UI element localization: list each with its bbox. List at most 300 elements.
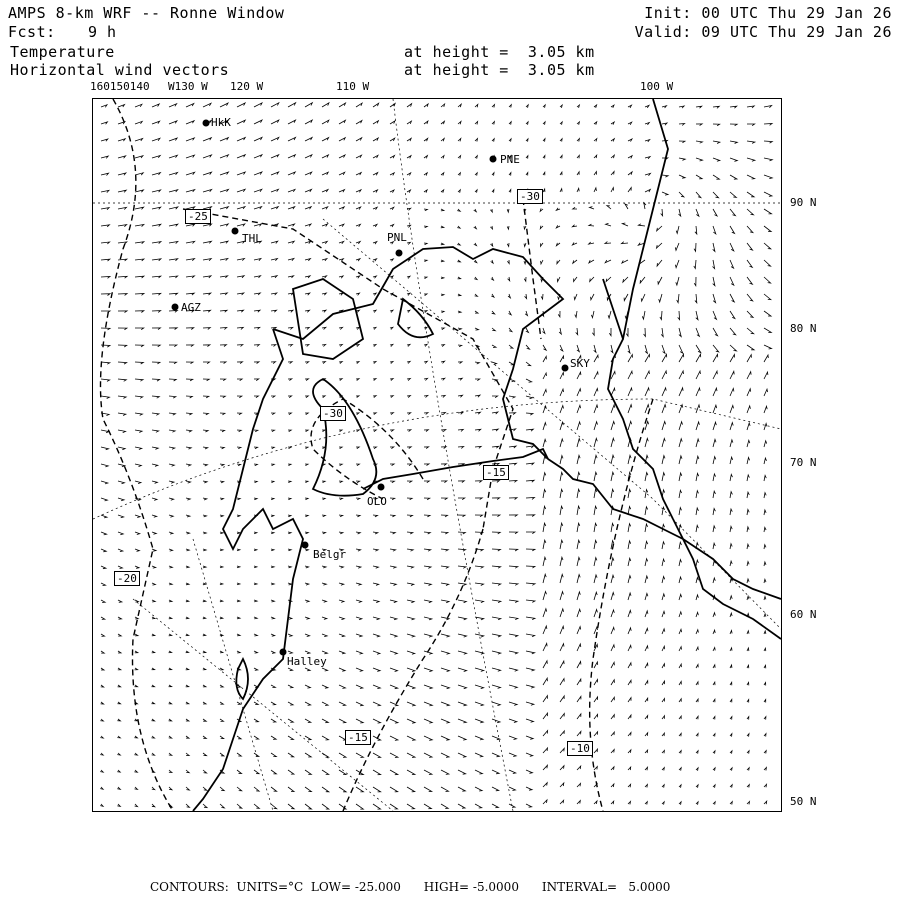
wind-vector bbox=[441, 260, 444, 262]
wind-vector bbox=[322, 685, 328, 688]
forecast-value: 9 h bbox=[88, 23, 117, 41]
wind-vector bbox=[679, 716, 681, 719]
wind-vector bbox=[645, 524, 648, 532]
wind-vector bbox=[186, 787, 189, 790]
wind-vector bbox=[152, 532, 156, 534]
wind-vector bbox=[492, 753, 499, 757]
wind-vector bbox=[764, 579, 766, 583]
wind-vector bbox=[730, 699, 732, 702]
wind-vector bbox=[713, 785, 715, 788]
wind-vector bbox=[679, 699, 681, 702]
wind-vector bbox=[203, 685, 206, 687]
map-title: AMPS 8-km WRF -- Ronne Window bbox=[8, 4, 285, 22]
wind-vector bbox=[611, 188, 614, 192]
height-temperature: at height = 3.05 km bbox=[404, 43, 595, 61]
wind-vector bbox=[135, 396, 143, 398]
wind-vector bbox=[611, 593, 614, 601]
wind-vector bbox=[117, 804, 120, 806]
wind-vector bbox=[186, 481, 191, 483]
wind-vector bbox=[390, 225, 394, 228]
wind-vector bbox=[288, 787, 294, 792]
wind-vector bbox=[407, 617, 414, 620]
wind-vector bbox=[577, 575, 580, 583]
wind-vector bbox=[577, 139, 579, 142]
wind-vector bbox=[764, 784, 767, 787]
wind-vector bbox=[288, 532, 291, 534]
wind-vector bbox=[169, 311, 177, 313]
wind-vector bbox=[543, 713, 548, 719]
wind-vector bbox=[322, 327, 326, 329]
wind-vector bbox=[543, 139, 545, 142]
wind-vector bbox=[254, 736, 259, 739]
wind-vector bbox=[305, 379, 309, 381]
wind-vector bbox=[237, 787, 242, 791]
wind-vector bbox=[220, 259, 228, 261]
wind-vector bbox=[509, 190, 511, 193]
wind-vector bbox=[220, 736, 224, 739]
wind-vector bbox=[645, 681, 648, 685]
wind-vector bbox=[560, 540, 563, 549]
wind-vector bbox=[526, 515, 535, 517]
wind-vector bbox=[526, 122, 528, 125]
wind-vector bbox=[271, 685, 275, 688]
wind-vector bbox=[764, 631, 766, 634]
wind-vector bbox=[526, 362, 531, 366]
wind-vector bbox=[373, 121, 378, 124]
wind-vector bbox=[390, 104, 395, 108]
wind-vector bbox=[696, 439, 699, 447]
wind-vector bbox=[730, 561, 732, 566]
wind-vector bbox=[577, 455, 580, 464]
wind-vector bbox=[696, 371, 700, 379]
wind-vector bbox=[254, 345, 259, 347]
wind-vector bbox=[492, 634, 501, 637]
contour-label: -15 bbox=[483, 465, 509, 480]
wind-vector bbox=[611, 784, 614, 787]
wind-vector bbox=[373, 276, 376, 278]
wind-vector bbox=[271, 259, 277, 261]
wind-vector bbox=[271, 189, 278, 192]
wind-vector bbox=[373, 685, 380, 689]
wind-vector bbox=[305, 396, 308, 398]
station-dot-pnl bbox=[396, 250, 403, 257]
wind-vector bbox=[441, 294, 444, 296]
wind-vector bbox=[356, 362, 359, 364]
wind-vector bbox=[696, 141, 702, 143]
wind-vector bbox=[713, 260, 715, 269]
wind-vector bbox=[220, 138, 228, 141]
wind-vector bbox=[747, 631, 749, 634]
wind-vector bbox=[322, 617, 327, 619]
wind-vector bbox=[696, 192, 701, 198]
wind-vector bbox=[441, 243, 444, 245]
wind-vector bbox=[730, 492, 732, 498]
wind-vector bbox=[713, 682, 715, 685]
wind-vector bbox=[764, 648, 766, 651]
wind-vector bbox=[543, 506, 546, 515]
wind-vector bbox=[475, 446, 481, 448]
wind-vector bbox=[339, 276, 343, 278]
wind-vector bbox=[203, 155, 212, 158]
wind-vector bbox=[458, 395, 463, 397]
wind-vector bbox=[237, 276, 244, 278]
wind-vector bbox=[305, 753, 311, 757]
station-label-pne: PNE bbox=[500, 153, 520, 166]
wind-vector bbox=[254, 189, 262, 192]
wind-vector bbox=[186, 413, 192, 415]
wind-vector bbox=[764, 277, 771, 283]
wind-vector bbox=[577, 122, 579, 125]
wind-vector bbox=[101, 208, 109, 210]
wind-vector bbox=[764, 106, 772, 108]
wind-vector bbox=[441, 104, 445, 107]
wind-vector bbox=[237, 617, 240, 619]
wind-vector bbox=[220, 276, 228, 278]
wind-vector bbox=[220, 651, 223, 653]
wind-vector bbox=[441, 156, 444, 159]
wind-vector bbox=[730, 613, 732, 617]
wind-vector bbox=[713, 141, 720, 144]
wind-vector bbox=[322, 804, 329, 809]
station-dot-halley bbox=[280, 649, 287, 656]
wind-vector bbox=[407, 447, 411, 449]
wind-vector bbox=[373, 103, 379, 107]
wind-vector bbox=[237, 600, 240, 602]
wind-vector bbox=[339, 207, 344, 210]
wind-vector bbox=[407, 430, 411, 432]
wind-vector bbox=[305, 617, 309, 619]
wind-vector bbox=[186, 566, 189, 568]
wind-vector bbox=[509, 139, 511, 142]
contour-label: -15 bbox=[345, 730, 371, 745]
wind-vector bbox=[118, 702, 121, 704]
wind-vector bbox=[390, 481, 394, 483]
wind-vector bbox=[662, 768, 664, 771]
wind-vector bbox=[322, 207, 328, 210]
wind-vector bbox=[271, 498, 274, 500]
wind-vector bbox=[339, 430, 342, 432]
wind-vector bbox=[101, 139, 108, 141]
wind-vector bbox=[118, 156, 126, 158]
wind-vector bbox=[747, 389, 751, 396]
wind-vector bbox=[679, 768, 681, 771]
wind-vector bbox=[713, 192, 719, 198]
wind-vector bbox=[271, 310, 277, 312]
wind-vector bbox=[169, 532, 173, 534]
wind-vector bbox=[118, 617, 122, 619]
wind-vector bbox=[101, 173, 109, 175]
wind-vector bbox=[254, 396, 258, 398]
wind-vector bbox=[237, 566, 240, 568]
wind-vector bbox=[373, 515, 378, 517]
wind-vector bbox=[305, 120, 312, 124]
wind-vector bbox=[526, 634, 535, 637]
wind-vector bbox=[475, 362, 479, 364]
wind-vector bbox=[645, 388, 649, 396]
wind-vector bbox=[152, 464, 158, 466]
wind-vector bbox=[475, 429, 481, 431]
wind-vector bbox=[118, 225, 127, 227]
wind-vector bbox=[152, 668, 155, 670]
wind-vector bbox=[135, 328, 144, 330]
wind-vector bbox=[373, 327, 376, 329]
wind-vector bbox=[339, 259, 343, 261]
wind-vector bbox=[679, 473, 682, 481]
wind-vector bbox=[764, 475, 766, 481]
wind-vector bbox=[611, 438, 614, 447]
wind-vector bbox=[628, 122, 632, 125]
wind-vector bbox=[339, 172, 345, 175]
wind-vector bbox=[407, 753, 415, 758]
wind-vector bbox=[474, 243, 477, 246]
wind-vector bbox=[237, 549, 240, 551]
wind-vector bbox=[441, 138, 444, 141]
wind-vector bbox=[605, 242, 611, 244]
wind-vector bbox=[560, 800, 564, 804]
wind-vector bbox=[135, 121, 142, 124]
wind-vector bbox=[305, 276, 310, 278]
wind-vector bbox=[475, 395, 480, 397]
wind-vector bbox=[713, 648, 715, 652]
wind-vector bbox=[644, 203, 646, 209]
wind-vector bbox=[356, 617, 362, 620]
wind-vector bbox=[594, 438, 597, 447]
wind-vector bbox=[424, 464, 429, 466]
wind-vector bbox=[203, 103, 211, 107]
wind-vector bbox=[373, 804, 381, 809]
wind-vector bbox=[220, 207, 228, 209]
wind-vector bbox=[679, 490, 682, 498]
wind-vector bbox=[747, 458, 750, 465]
wind-vector bbox=[135, 685, 138, 687]
wind-vector bbox=[662, 405, 666, 413]
wind-vector bbox=[713, 243, 715, 251]
wind-vector bbox=[679, 560, 682, 566]
wind-vector bbox=[356, 651, 362, 654]
wind-vector bbox=[339, 770, 346, 775]
wind-vector bbox=[220, 103, 228, 107]
wind-vector bbox=[577, 506, 580, 515]
wind-vector bbox=[543, 557, 546, 566]
wind-vector bbox=[152, 702, 155, 704]
wind-vector bbox=[373, 668, 380, 671]
wind-vector bbox=[407, 787, 415, 792]
wind-vector bbox=[254, 600, 257, 602]
wind-vector bbox=[543, 731, 548, 736]
wind-vector bbox=[543, 490, 546, 499]
wind-vector bbox=[356, 259, 360, 261]
wind-vector bbox=[203, 379, 209, 381]
wind-vector bbox=[390, 685, 398, 689]
wind-vector bbox=[339, 293, 343, 295]
wind-vector bbox=[100, 770, 103, 772]
wind-vector bbox=[640, 277, 645, 283]
wind-vector bbox=[747, 406, 750, 413]
wind-vector bbox=[407, 736, 415, 740]
wind-vector bbox=[152, 566, 156, 568]
wind-vector bbox=[730, 209, 735, 216]
wind-vector bbox=[458, 378, 462, 380]
wind-vector bbox=[730, 509, 732, 515]
wind-vector bbox=[662, 699, 665, 703]
wind-vector bbox=[117, 770, 120, 772]
wind-vector bbox=[730, 371, 734, 379]
wind-vector bbox=[373, 207, 377, 210]
wind-vector bbox=[594, 523, 597, 532]
wind-vector bbox=[322, 498, 325, 500]
wind-vector bbox=[509, 311, 512, 315]
wind-vector bbox=[322, 566, 326, 568]
wind-vector bbox=[407, 396, 410, 398]
wind-vector bbox=[662, 716, 665, 719]
wind-vector bbox=[628, 455, 631, 464]
wind-vector bbox=[457, 243, 460, 245]
wind-vector bbox=[458, 617, 466, 620]
wind-vector bbox=[560, 679, 564, 685]
wind-vector bbox=[220, 515, 223, 517]
wind-vector bbox=[118, 600, 122, 602]
wind-vector bbox=[441, 736, 449, 740]
wind-vector bbox=[628, 355, 633, 362]
wind-vector bbox=[713, 734, 715, 737]
wind-vector bbox=[560, 506, 563, 515]
wind-vector bbox=[441, 702, 449, 706]
valid-time: Valid: 09 UTC Thu 29 Jan 26 bbox=[634, 23, 892, 41]
wind-vector bbox=[713, 509, 715, 516]
wind-vector bbox=[713, 491, 716, 498]
wind-vector bbox=[747, 700, 749, 703]
lon-label-120: 120 W bbox=[230, 80, 264, 93]
wind-vector bbox=[339, 787, 346, 792]
wind-vector bbox=[507, 226, 509, 229]
wind-vector bbox=[305, 566, 309, 568]
wind-vector bbox=[271, 515, 274, 517]
wind-vector bbox=[662, 371, 667, 379]
wind-vector bbox=[645, 733, 648, 736]
wind-vector bbox=[390, 259, 393, 261]
wind-vector bbox=[237, 362, 243, 364]
wind-vector bbox=[594, 801, 597, 804]
wind-vector bbox=[390, 310, 393, 312]
wind-vector bbox=[169, 617, 172, 619]
wind-vector bbox=[623, 277, 628, 282]
wind-vector bbox=[186, 276, 194, 278]
wind-vector bbox=[100, 753, 103, 755]
wind-vector bbox=[169, 138, 177, 141]
wind-vector bbox=[696, 158, 703, 161]
wind-vector bbox=[356, 327, 359, 329]
lat-label-80: 80 N bbox=[790, 322, 817, 335]
wind-vector bbox=[747, 596, 749, 600]
wind-vector bbox=[458, 311, 461, 313]
wind-vector bbox=[475, 753, 483, 757]
wind-vector bbox=[101, 583, 106, 586]
wind-vector bbox=[560, 661, 564, 668]
wind-vector bbox=[441, 464, 447, 466]
wind-vector bbox=[526, 583, 535, 585]
wind-vector bbox=[356, 121, 362, 125]
wind-vector bbox=[203, 224, 212, 226]
wind-vector bbox=[557, 260, 560, 264]
station-dot-belgr bbox=[302, 542, 309, 549]
wind-vector bbox=[169, 736, 172, 738]
wind-vector bbox=[220, 617, 223, 619]
wind-vector bbox=[339, 532, 343, 534]
wind-vector bbox=[169, 224, 178, 226]
wind-vector bbox=[642, 311, 645, 319]
wind-vector bbox=[322, 532, 326, 534]
wind-vector bbox=[305, 189, 312, 192]
wind-vector bbox=[135, 173, 143, 175]
wind-vector bbox=[475, 719, 483, 723]
wind-vector bbox=[135, 207, 144, 209]
wind-vector bbox=[186, 396, 192, 398]
wind-vector bbox=[305, 770, 311, 774]
wind-vector bbox=[696, 716, 698, 719]
wind-vector bbox=[509, 498, 517, 500]
wind-vector bbox=[220, 155, 228, 158]
wind-vector bbox=[594, 188, 596, 192]
wind-vector bbox=[186, 464, 191, 466]
wind-vector bbox=[696, 665, 698, 669]
wind-vector bbox=[424, 361, 427, 363]
wind-vector bbox=[441, 345, 444, 347]
wind-vector bbox=[271, 464, 274, 466]
wind-vector bbox=[390, 753, 398, 758]
wind-vector bbox=[237, 651, 240, 653]
wind-vector bbox=[713, 294, 716, 303]
wind-vector bbox=[101, 396, 109, 399]
wind-vector bbox=[526, 328, 529, 333]
wind-vector bbox=[305, 787, 311, 792]
wind-vector bbox=[730, 141, 737, 144]
wind-vector bbox=[441, 173, 444, 176]
wind-vector bbox=[117, 753, 120, 755]
wind-vector bbox=[424, 515, 430, 517]
station-dot-sky bbox=[562, 365, 569, 372]
wind-vector bbox=[271, 481, 274, 483]
wind-vector bbox=[305, 583, 309, 585]
station-label-hkk: HkK bbox=[211, 116, 231, 129]
map-panel[interactable] bbox=[92, 98, 782, 812]
wind-vector bbox=[118, 498, 124, 501]
wind-vector bbox=[458, 190, 460, 193]
wind-vector bbox=[658, 277, 662, 284]
wind-vector bbox=[730, 328, 736, 335]
wind-vector bbox=[747, 768, 749, 771]
wind-vector bbox=[271, 120, 279, 124]
wind-vector bbox=[628, 188, 631, 192]
wind-vector bbox=[594, 355, 598, 362]
wind-vector bbox=[645, 698, 648, 702]
wind-vector bbox=[390, 327, 393, 329]
wind-vector bbox=[577, 523, 580, 532]
wind-vector bbox=[661, 209, 663, 216]
wind-vector bbox=[594, 506, 597, 515]
wind-vector bbox=[662, 192, 668, 195]
wind-vector bbox=[543, 345, 546, 350]
wind-vector bbox=[560, 456, 563, 464]
wind-vector bbox=[526, 480, 534, 482]
wind-vector bbox=[100, 804, 103, 806]
wind-vector bbox=[373, 532, 378, 534]
wind-vector bbox=[628, 663, 631, 668]
wind-vector bbox=[679, 141, 685, 143]
wind-vector bbox=[524, 243, 526, 247]
wind-vector bbox=[118, 481, 124, 484]
wind-vector bbox=[203, 362, 210, 364]
wind-vector bbox=[747, 158, 755, 161]
